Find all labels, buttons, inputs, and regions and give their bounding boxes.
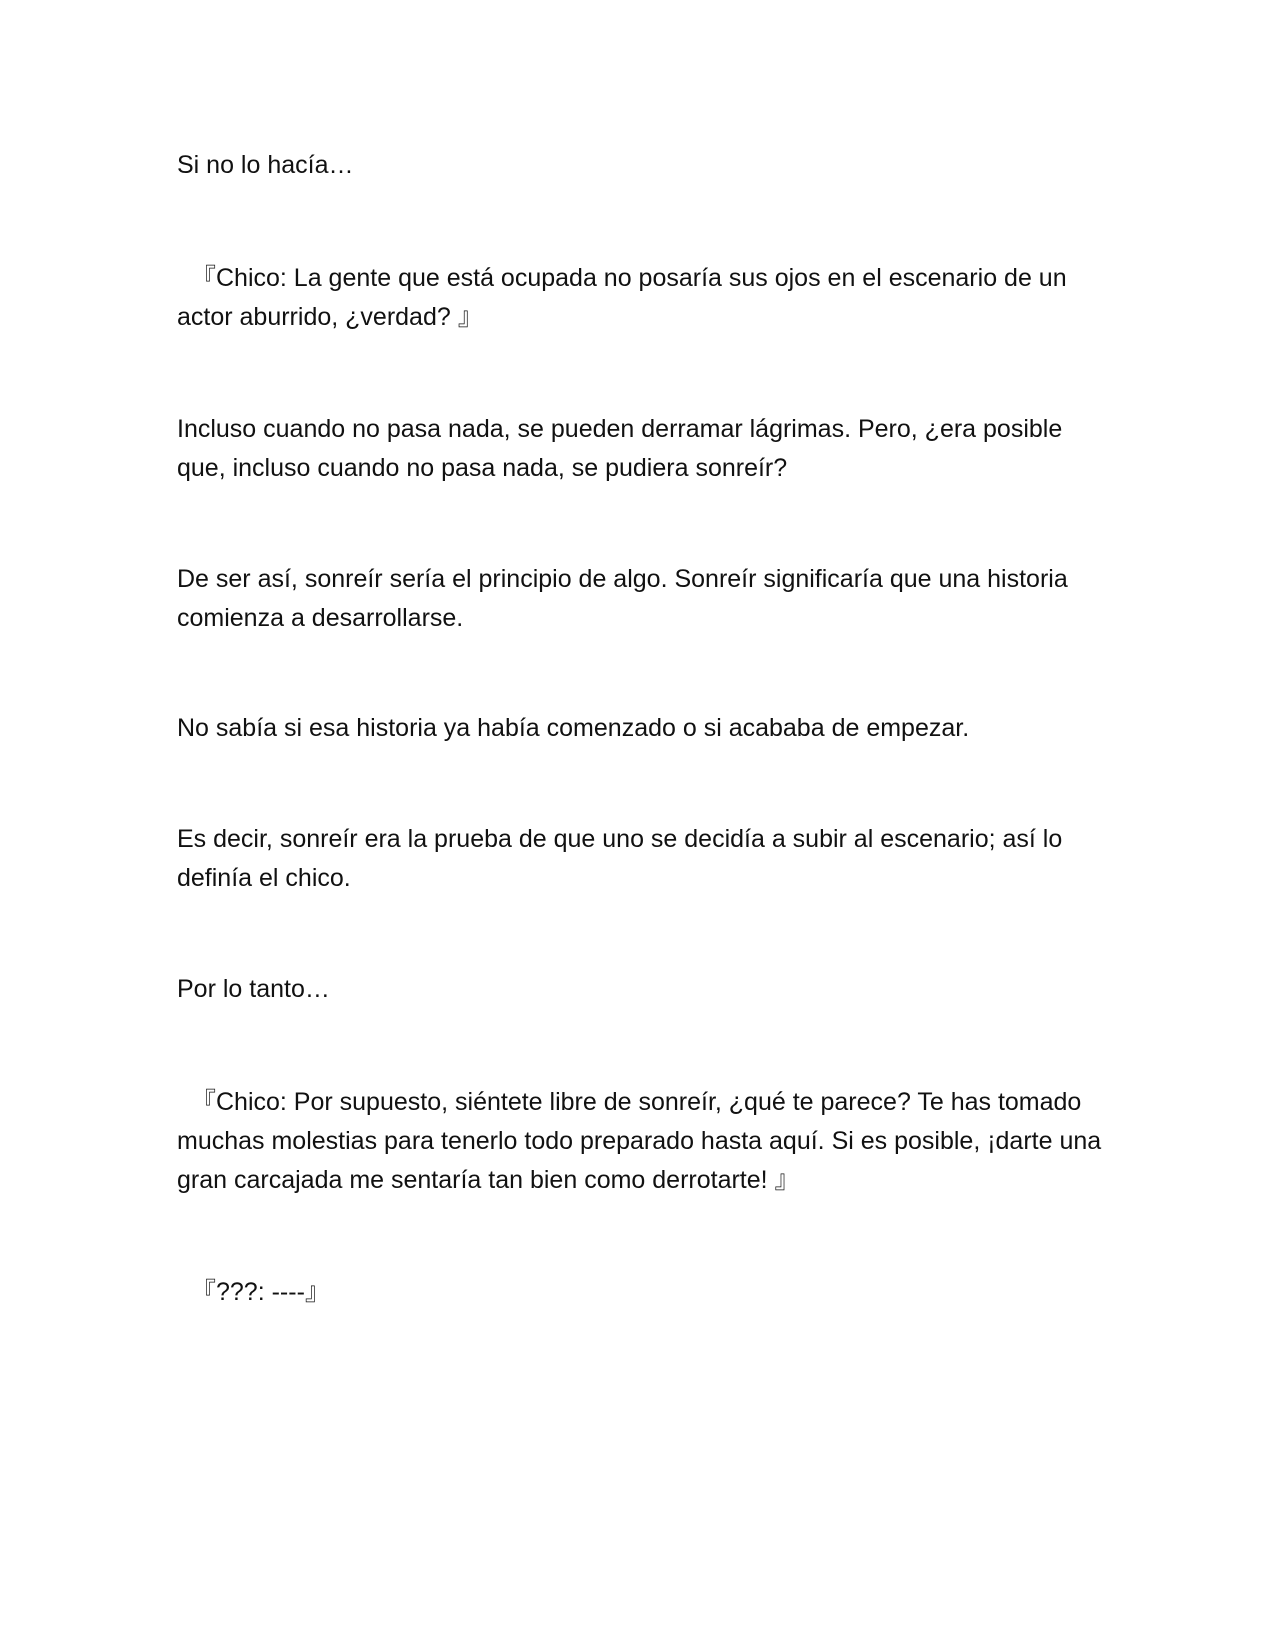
dialogue-paragraph: 『Chico: La gente que está ocupada no posaría sus ojos en el escenario de un actor aburrido, ¿verdad? 』 <box>177 264 1067 331</box>
paragraph: Es decir, sonreír era la prueba de que uno se decidía a subir al escenario; así lo definía el chico. <box>177 825 1063 892</box>
paragraph: De ser así, sonreír sería el principio de algo. Sonreír significaría que una historia comienza a desarrollarse. <box>177 565 1068 632</box>
paragraph: Por lo tanto… <box>177 975 330 1003</box>
paragraph: Incluso cuando no pasa nada, se pueden derramar lágrimas. Pero, ¿era posible que, incluso cuando no pasa nada, se pudiera sonreír? <box>177 415 1063 482</box>
paragraph: Si no lo hacía… <box>177 151 354 179</box>
dialogue-paragraph: 『???: ----』 <box>191 1278 330 1306</box>
paragraph: No sabía si esa historia ya había comenzado o si acababa de empezar. <box>177 714 970 742</box>
dialogue-paragraph: 『Chico: Por supuesto, siéntete libre de sonreír, ¿qué te parece? Te has tomado muchas molestias para tenerlo todo preparado hasta aquí. Si es posible, ¡darte una gran carcajada me sentaría tan bien como derrotarte! 』 <box>177 1088 1102 1194</box>
